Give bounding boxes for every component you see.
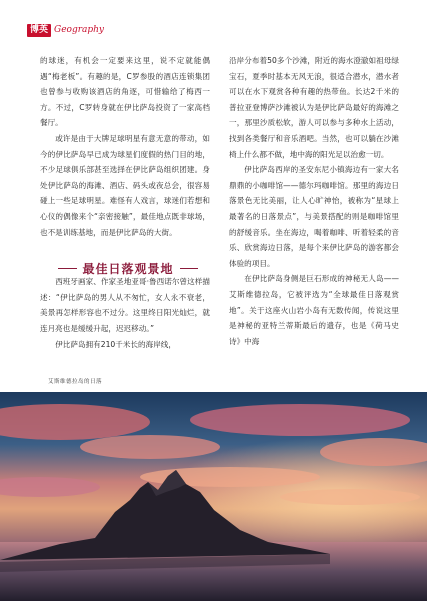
section-header [27, 23, 104, 37]
left-column [40, 53, 210, 352]
paragraph: 西班牙画家、作家圣地亚哥·鲁西诺尔曾这样描述：“伊比萨岛的男人从不匆忙，女人永不衰老，美景再怎样形容也不过分。这里终日阳光灿烂，就连月亮也是缓缓升起，迟迟移动。” [40, 277, 210, 333]
sunset-island-photo [0, 392, 427, 601]
right-column [229, 53, 399, 349]
section-label: Geography [54, 24, 105, 35]
paragraph: 在伊比萨岛身侧是巨石形成的神秘无人岛——艾斯维德拉岛，它被评选为“全球最佳日落观赏地”。关于这座火山岩小岛有无数传闻，传说这里是神秘的亚特兰蒂斯最后的遗存，也是《荷马史诗》中海 [229, 274, 399, 346]
paragraph: 伊比萨岛西岸的圣安东尼小镇海边有一家大名鼎鼎的小咖啡馆——德尔玛咖啡馆。那里的海边日落景色无比美丽，让人心旷神怡，被称为“星球上最著名的日落景点”，与美景搭配的则是咖啡馆里的舒缓音乐。坐在海边，喝着咖啡、听着轻柔的音乐、欣赏海边日落，是每个来伊比萨岛的游客都会体验的项目。 [229, 165, 399, 268]
divider [180, 268, 199, 269]
subheading-title: 最佳日落观景地 [82, 261, 174, 276]
paragraph: 或许是由于大牌足球明星有意无意的带动，如今的伊比萨岛早已成为球星们度假的热门目的地，不少足球俱乐部甚至选择在伊比萨岛组织团建。身处伊比萨岛的海滩、酒店、码头或夜总会，很容易碰上一些足球明星。难怪有人戏言，球迷们若想和心仪的偶像来个“亲密接触”，最佳地点既非球场，也不是训练基地，而是伊比萨岛的大街。 [40, 133, 210, 237]
paragraph: 的球迷，有机会一定要来这里，说不定就能偶遇“梅老板”。有趣的是，C罗参股的酒店连锁集团也曾参与收购该酒店的角逐，可惜输给了梅西一方。不过，C罗转身就在伊比萨岛投资了一家高档餐厅。 [40, 56, 210, 128]
subheading [58, 259, 198, 277]
photo-caption: 艾斯维德拉岛的日落 [48, 379, 103, 385]
paragraph: 沿岸分布着50多个沙滩，附近的海水澄澈如祖母绿宝石，夏季时基本无风无浪，很适合潜水，潜水者可以在水下观赏各种有趣的热带鱼。长达2千米的普拉亚登博萨沙滩被认为是伊比萨岛最好的海滩之一，那里沙质松软，游人可以参与多种水上活动，找到各类餐厅和音乐酒吧。当然，也可以躺在沙滩椅上什么都不做，地中海的阳光足以治愈一切。 [229, 56, 399, 159]
paragraph: 伊比萨岛拥有210千米长的海岸线， [55, 339, 176, 349]
divider [58, 268, 77, 269]
section-badge: 博英 [27, 24, 51, 37]
